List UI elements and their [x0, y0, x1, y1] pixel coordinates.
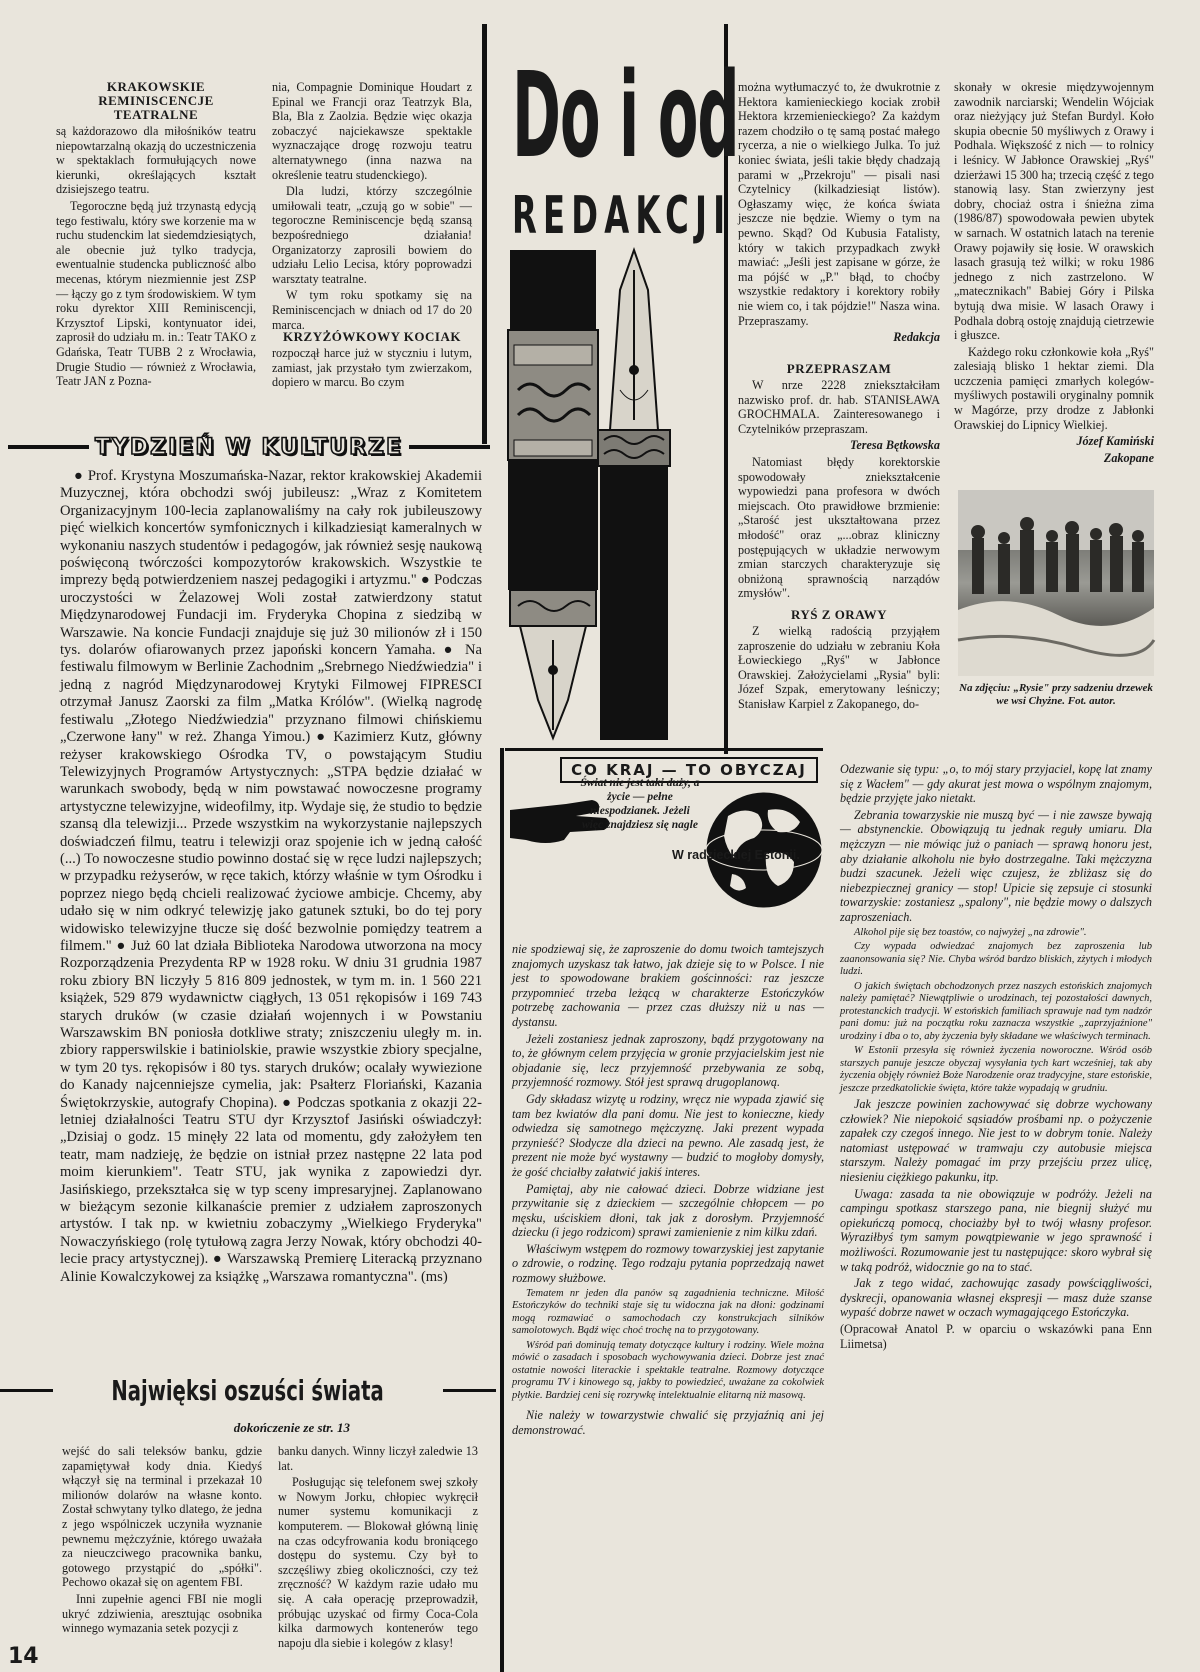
najwieksi-continued: dokończenie ze str. 13 [233, 1420, 350, 1435]
people-planting-image [958, 490, 1154, 676]
krakowskie-col2 [272, 80, 472, 332]
co-kraj-col2-p1: Odezwanie się typu: „o, to mój stary przyjaciel, kopę lat znamy się z Wacłem" — gdy akurat jest mowa o wspólnym znajomym, będzie przyjęte jako nietakt. [840, 762, 1152, 806]
redakcji-title: REDAKCJI [512, 186, 732, 246]
co-kraj-col2-end2: Uwaga: zasada ta nie obowiązuje w podróży. Jeżeli na campingu spotkasz starszego pana, nie biegnij służyć mu opiekuńczą pomocą, chociażby był to twój własny profesor. Wyraziłbyś tym samym powątpiewanie w jego sprawność i możliwości. Rozumowanie jest tu następujące: skoro wybrał się w taką podróż, widocznie go na to stać. [840, 1186, 1152, 1274]
tydzien-banner-line-left [8, 445, 89, 449]
rysie-photo [958, 490, 1154, 676]
co-kraj-col1-p4: Pamiętaj, aby nie całować dzieci. Dobrze widziane jest przywitanie się z dzieckiem — szczególnie chłopcem — po męsku, uściskiem dłoni, tak jak z dorosłym. Przyjemność dziecku (i jego rodzicom) sprawi zamienienie z nim kilku zdań. [512, 1181, 824, 1240]
rys-section-col1 [738, 608, 940, 738]
do-i-od-col1 [738, 80, 940, 352]
co-kraj-col2-end1: Jak jeszcze powinien zachowywać się dobrze wychowany człowiek? Nie niepokoić sąsiadów prośbami np. o pożyczenie zapałek czy czegoś innego. Nie jest to w dobrym tonie. Należy natomiast ustępować w tramwaju czy autobusie miejsca starszym. Należy pomagać im przy przejściu przez ulicę, niesieniu ciężkiego pakunku, itp. [840, 1097, 1152, 1184]
tydzien-banner [8, 432, 490, 462]
rys-signature-place: Zakopane [1103, 450, 1154, 465]
co-kraj-col2 [840, 762, 1152, 1664]
krakowskie-col1 [56, 80, 256, 418]
do-i-od-text: można wytłumaczyć to, że dwukrotnie z Hektora kamienieckiego kociak zrobił Hektora krzemienieckiego? Za każdym razem chodziło o tę samą postać małego rycerza, a nie o wielkiego Julka. To już koniec świata, jeśli takie błędy chadzają parami w „Przekroju" — pisali nasi Czytelnicy (kilkadziesiąt listów). Ogłaszamy więc, że końca świata jeszcze nie będzie. Wiemy o tym na pewno. Skąd? Od Kubusia Fatalisty, który w takich przypadkach zwykł mawiać: „Jeśli jest zapisane w górze, że ma pójść w „P." błąd, to choćby wszystkie redaktory i korektory robiły nie wiem co, i tak pójdzie!" Nasza wina. Przepraszamy. [738, 80, 940, 328]
co-kraj-intro [580, 776, 700, 834]
do-i-od-title: Do i od [512, 46, 739, 184]
najwieksi-banner [0, 1370, 496, 1410]
co-kraj-intro-text: Świat nie jest taki duży, a życie — pełne niespodzianek. Jeżeli więc znajdziesz się nagle [580, 777, 700, 831]
rule-bottom-left-divider [500, 748, 504, 1672]
co-kraj-col1-p2: Jeżeli zostaniesz jednak zaproszony, bądź przygotowany na to, że głównym celem przyjęcia w gronie przyjacielskim jest nie objadanie się, lecz przyjemność przebywania ze sobą, przyjemność rozmowy. Stół jest sprawą drugoplanową. [512, 1031, 824, 1090]
co-kraj-title: CO KRAJ — TO OBYCZAJ [560, 757, 818, 783]
co-kraj-col2-p2: Zebrania towarzyskie nie muszą być — i nie zawsze bywają — abstynenckie. Obowiązują tu jednak reguły umiaru. Dla mężczyzn — nie mówiąc już o paniach — sprawą honoru jest, aby działanie alkoholu nie było dostrzegalne. Taki mężczyzna budzi szacunek. Jeżeli więc czujesz, że zbliżasz się do niebezpiecznej granicy — stop! Upicie się zepsuje ci stosunki towarzyskie: zostaniesz „spalony", nie będzie mowy o dalszych zaproszeniach. [840, 807, 1152, 924]
rys-text-col1: Z wielką radością przyjąłem zaproszenie do udziału w zebraniu Koła Łowieckiego „Ryś" w Jabłonce Orawskiej. Założycielami „Rysia" byli: Józef Szpak, emerytowany leśniczy; Stanisław Karpiel z Zakopanego, do- [738, 624, 940, 711]
page-number: 14 [8, 1644, 39, 1669]
co-kraj-col1-p3: Gdy składasz wizytę u rodziny, wręcz nie wypada zjawić się tam bez kwiatów dla pani domu. Nie jest to konieczne, kiedy odwiedza się samotnego mężczyznę. Jaki prezent wypada przynieść? Słodycze dla dzieci na pewno. Ale zasadą jest, że prezent nie może być wystawny — budzić to mogłoby domysły, że gość chciałby załatwić jakiś interes. [512, 1091, 824, 1179]
co-kraj-col2-small4: W Estonii przesyła się również życzenia noworoczne. Wśród osób starszych panuje jeszcze obyczaj wysyłania tych kart wcześniej, tak aby życzenia objęły również Boże Narodzenie oraz tradycyjne, stare estońskie, jeszcze przedkatolickie święta, które także wypadają w grudniu. [840, 1045, 1152, 1094]
fountain-pens-illustration [500, 250, 722, 740]
najwieksi-title: Najwięksi oszuści świata [111, 1373, 385, 1407]
przepraszam-text: W nrze 2228 zniekształciłam nazwisko prof. dr. hab. STANISŁAWA GROCHMALA. Zainteresowanego i Czytelników przepraszam. [738, 378, 940, 436]
photo-caption: Na zdjęciu: „Rysie" przy sadzeniu drzewek we wsi Chyżne. Fot. autor. [959, 682, 1153, 707]
rys-signature-name: Józef Kamiński [1076, 434, 1154, 449]
przepraszam-signature: Teresa Bętkowska [850, 438, 940, 453]
krzyzowkowy-section [272, 330, 472, 420]
rys-title: RYŚ Z ORAWY [790, 607, 888, 622]
redakcja-signature: Redakcja [893, 330, 940, 345]
rule-kraj-top [505, 748, 823, 751]
co-kraj-col1-p5: Właściwym wstępem do rozmowy towarzyskiej jest zapytanie o zdrowie, o rodzinę. Tego rodzaju pytania poprzedzają nawet rozmowy służbowe. [512, 1241, 824, 1286]
najwieksi-col1 [62, 1444, 262, 1644]
rule-left-column-divider [482, 24, 487, 444]
najwieksi-col2 [278, 1444, 478, 1664]
najwieksi-p2: Inni zupełnie agenci FBI nie mogli ukryć zdziwienia, aresztując osobnika winnego wymazania setek pozycji z [62, 1591, 262, 1636]
tydzien-banner-line-right [409, 445, 490, 449]
rys-text-col2-p2: Każdego roku członkowie koła „Ryś" zalesiają blisko 1 hektar ziemi. Dla uczczenia pamięci zmarłych kolegów-myśliwych postawili oryginalny pomnik w Magórze, przy drodze z Jabłonki Orawskiej do Lipnicy Wielkiej. [954, 344, 1154, 432]
co-kraj-credit: (Opracował Anatol P. w oparciu o wskazówki pana Enn Liimetsa) [840, 1321, 1152, 1351]
krakowskie-p3: nia, Compagnie Dominique Houdart z Epinal we Francji oraz Teatrzyk Bla, Bla, Bla z Zaolzia. Będzie więc okazja zobaczyć najciekawsze spektakle wyznaczające drogę rozwoju teatru alternatywnego (inna nazwa na określenie teatru studenckiego). [272, 80, 472, 182]
krakowskie-title: KRAKOWSKIE REMINISCENCJE TEATRALNE [98, 79, 214, 122]
krakowskie-p5: W tym roku spotkamy się na Reminiscencjach w dniach od 17 do 20 marca. [272, 288, 472, 332]
najwieksi-p4: Posługując się telefonem swej szkoły w Nowym Jorku, chłopiec wykręcił numer systemu komunikacji z komputerem. — Blokował główną linię na czas odcyfrowania kodu broniącego dostępu do systemu. Czy był to szczęśliwy zbieg okoliczności, czy też zręczność? W każdym razie udało mu się. A cała operację przeprowadził, próbując uzyskać od firmy Coca-Cola kilka darmowych kontenerów tego napoju dla siebie i kolegów z klasy! [278, 1475, 478, 1650]
co-kraj-col1-p1: nie spodziewaj się, że zaproszenie do domu twoich tamtejszych znajomych uzyskasz tak łatwo, jak dzieje się to w Polsce. I nie jest to spowodowane brakiem gościnności: raz jeszcze przypomnieć trzeba leżącą w charakterze Estończyków potrzebę zachowania — przez czas dłuższy niż u nas — dystansu. [512, 942, 824, 1029]
rys-section-col2 [954, 80, 1154, 480]
krakowskie-p2: Tegoroczne będą już trzynastą edycją tego festiwalu, który swe korzenie ma w ruchu studenckim lat siedemdziesiątych, ale obecnie już tylko tradycja, ewentualnie studencka publiczność albo mecenas, którym niezmiennie jest ZSP — łączy go z tym środowiskiem. W tym roku dyrektor XIII Reminiscencji, Krzysztof Lipski, kontynuator idei, zaprosił do udziału m. in.: Teatr TAKO z Gdańska, Teatr TUBB 2 z Wrocławia, Drugie Studio — również z Wrocławia, Teatr JAN z Pozna- [56, 198, 256, 389]
bledy-text: Natomiast błędy korektorskie spowodowały zniekształcenie wypowiedzi pana profesora w dwóch miejscach. Oto prawidłowe brzmienie: „Starość jest ukształtowana przez młodość" oraz „...obraz kliniczny postępujących w układzie nerwowym zmian starczych charakteryzuje się obniżoną sprawnością narządów zmysłów". [738, 454, 940, 601]
tydzien-title: TYDZIEŃ W KULTURZE [94, 434, 404, 460]
najwieksi-p1: wejść do sali teleksów banku, gdzie zapamiętywał kody dnia. Kiedyś włączył się na terminal i przekazał 10 milionów dolarów na własne konto. Został schwytany tylko dlatego, że jedna z jego wspólniczek uczyniła wyznanie pewnemu mężczyźnie, którego uważała za nieuczciwego pracownika banku, gotowego przystąpić do „spółki". Pechowo okazał się on agentem FBI. [62, 1444, 262, 1590]
przepraszam-section [738, 362, 940, 608]
krakowskie-p1: są każdorazowo dla miłośników teatru niepowtarzalną okazją do uczestniczenia w spektaklach formułujących nowe kierunki, określających kształt dzisiejszego teatru. [56, 124, 256, 197]
co-kraj-col1-end: Nie należy w towarzystwie chwalić się przyjaźnią ani jej demonstrować. [512, 1408, 824, 1437]
co-kraj-intro-estonia: W radzieckiej Estonii. [672, 848, 800, 862]
najwieksi-banner-line-right [443, 1389, 496, 1392]
najwieksi-banner-line-left [0, 1389, 53, 1392]
najwieksi-p3: banku danych. Winny liczył zaledwie 13 lat. [278, 1444, 478, 1473]
krzyzowkowy-title: KRZYŻÓWKOWY KOCIAK [283, 329, 461, 344]
co-kraj-col2-small1: Alkohol pije się bez toastów, co najwyżej „na zdrowie". [854, 926, 1087, 938]
rys-text-col2-p1: skonały w okresie międzywojennym zawodnik narciarski; Wendelin Wójciak oraz nieżyjący już Stefan Burdyl. Koło skupia obecnie 50 myśliwych z Orawy i Podhala. Większość z nich — to rolnicy i leśnicy. W Jabłonce Orawskiej „Ryś" dzierżawi 15 300 ha; trzecią część z tego stanowią lasy. Stan zwierzyny jest dobry, chociaż ostra i śnieżna zima (1986/87) spowodowała pewien ubytek w sarnach. W ostatnich latach na terenie Orawy pojawiły się łosie. W orawskich lasach grasują też wilki; w roku 1986 jednego z nich zastrzelono. W „matecznikach" Babiej Góry i Pilska bytują dwa misie. W lasach Orawy i Podhala dobrą ostoję znajdują cietrzewie i głuszce. [954, 80, 1154, 343]
co-kraj-col1 [512, 942, 824, 1668]
tydzien-paragraph: ● Prof. Krystyna Moszumańska-Nazar, rektor krakowskiej Akademii Muzycznej, która obchodzi swój jubileusz: „Wraz z Komitetem Organizacyjnym 100-lecia zaplanowaliśmy na cały rok jubileuszowy pięć wielkich koncertów symfonicznych i kilkadziesiąt kameralnych w wykonaniu naszych studentów i pedagogów, jak również sesję naukową poświęconą twórczości kompozytorów krakowskich. Wszystkie te imprezy będą potwierdzeniem naszej pedagogiki i artyzmu." ● Podczas uroczystości w Żelazowej Woli został zatwierdzony statut Międzynarodowej Fundacji im. Fryderyka Chopina z siedzibą w Warszawie. Na koncie Fundacji znajduje się już 30 milionów zł i 150 tys. dolarów ofiarowanych przez japoński koncern Yamaha. ● Na festiwalu filmowym w Berlinie Zachodnim „Srebrnego Niedźwiedzia" i jedną z nagród Międzynarodowej Krytyki Filmowej FIPRESCI otrzymał Janusz Zaorski za film „Matka Królów". (Wielką nagrodę festiwalu „Złotego Niedźwiedzia" przyznano filmowi chińskiemu „Czerwone łany" w reż. Zhanga Yimou.) ● Kazimierz Kutz, główny reżyser krakowskiego Ośrodka TV, o powstającym Studiu Telewizyjnych Programów Artystycznych: „STPA będzie działać w warunkach swobody, będą w nim powstawać nowoczesne programy artystyczne telewizyjne, wideofilmy, itp. Wydaje się, że studio to będzie szansą dla telewizji... Przede wszystkim na wykorzystanie najlepszych doświadczeń filmu, teatru i telewizji oraz spojenie ich w jedną całość (...) To nowoczesne studio powinno dostać się w ręce ludzi najlepszych; w przypadku reżyserów, w ręce takich, którzy właśnie w tym Ośrodku i poprzez niego będą chcieli realizować życiowe ambicje. Chcemy, aby udało się w nim odkryć telewizję jako gatunek sztuki, bo do tej pory widowisko telewizyjne tłucze się dość bezwolnie pomiędzy teatrem a filmem." ● Już 60 lat działa Biblioteka Narodowa utworzona na mocy Rozporządzenia Prezydenta RP w 1928 roku. W dniu 31 grudnia 1987 roku zbiory BN liczyły 5 816 809 jednostek, w tym m. in. 1 560 221 książek, 529 879 wydawnictw ciągłych, 13 051 rękopisów i 169 743 starych druków (w czasie działań wojennych i w Powstaniu Warszawskim BN poniosła dotkliwe straty; zniszczeniu uległy m. in. zbiory rapperswilskie i batiniolskie, prawie wszystkie zbiory specjalne, w tym 20 tys. rękopisów i 80 tys. starych druków; ocalały wywiezione do Kanady najcenniejsze cymelia, jak: Psałterz Floriański, Kazania Świętokrzyskie, autografy Chopina). ● Podczas spotkania z okazji 22-letniej działalności Teatru STU dyr Krzysztof Jasiński oświadczył: „Dzisiaj o godz. 15 minęły 22 lata od momentu, gdy założyłem ten teatr, mam nadzieję, że będzie on istniał przez następne 22 lata pod moim kierunkiem". Teatr STU, jak wynika z zapowiedzi dyr. Jasińskiego, przekształca się w typ sceny impresaryjnej. Zaplanowano w bieżącym sezonie kilkanaście premier z udziałem zaproszonych artystów. I tak np. w kwietniu zobaczymy „Wielkiego Fryderyka" Nowaczyńskiego (rolę tytułową zagra Jerzy Nowak, który obchodzi 40-lecie pracy artystycznej). ● Warszawską Premierę Literacką przyznano Alinie Kowalczykowej za książkę „Warszawa romantyczna". (ms) [60, 468, 482, 1285]
co-kraj-col1-small2: Wśród pań dominują tematy dotyczące kultury i rodziny. Wiele można mówić o zasadach i sposobach wychowywania dzieci. Dobrze jest znać ostatnie nowości literackie i spektakle teatralne. Rozmowy dotyczące programu TV i kinowego są, jakby to powiedzieć, uważane za cokolwiek płytkie. Bardziej ceni się rozrywkę intelektualnie elitarną niż masową. [512, 1339, 824, 1401]
krakowskie-p4: Dla ludzi, którzy szczególnie umiłowali teatr, „czują go w sobie" — tegoroczne Reminiscencje będą szansą bezpośredniego działania! Organizatorzy zaprosili bowiem do udziału Lelio Lecisa, który poprowadzi warsztaty teatralne. [272, 184, 472, 286]
co-kraj-col2-end3: Jak z tego widać, zachowując zasady powściągliwości, dyskrecji, opanowania własnej ekspresji — masz duże szanse wypaść dobrze nawet w oczach wymagającego Estończyka. [840, 1276, 1152, 1320]
co-kraj-col2-small2: Czy wypada odwiedzać znajomych bez zaproszenia lub zaanonsowania się? Nie. Chyba wśród bardzo bliskich, zżytych i młodych ludzi. [840, 941, 1152, 978]
co-kraj-col1-small1: Tematem nr jeden dla panów są zagadnienia techniczne. Miłość Estończyków do techniki staje się tu widoczna jak na dłoni: godzinami mogą rozmawiać o samochodach czy konstrukcjach silników samolotowych. Bądź więc choć trochę na to przygotowany. [512, 1287, 824, 1337]
tydzien-text [60, 468, 482, 1358]
krzyzowkowy-text: rozpoczął harce już w styczniu i lutym, zamiast, jak przystało tym zwierzakom, dopiero w marcu. Bo czym [272, 346, 472, 390]
co-kraj-col2-small3: O jakich świętach obchodzonych przez naszych estońskich znajomych należy pamiętać? Niewątpliwie o urodzinach, tej pozostałości dawnych, protestanckich tradycji. W estońskich familiach sprawuje nad tym nadzór pani domu: już na początku roku zaznacza wszystkie „zaprzyjaźnione" urodziny i dba o to, aby życzenia były składane we właściwych terminach. [840, 980, 1152, 1042]
przepraszam-title: PRZEPRASZAM [786, 361, 892, 376]
